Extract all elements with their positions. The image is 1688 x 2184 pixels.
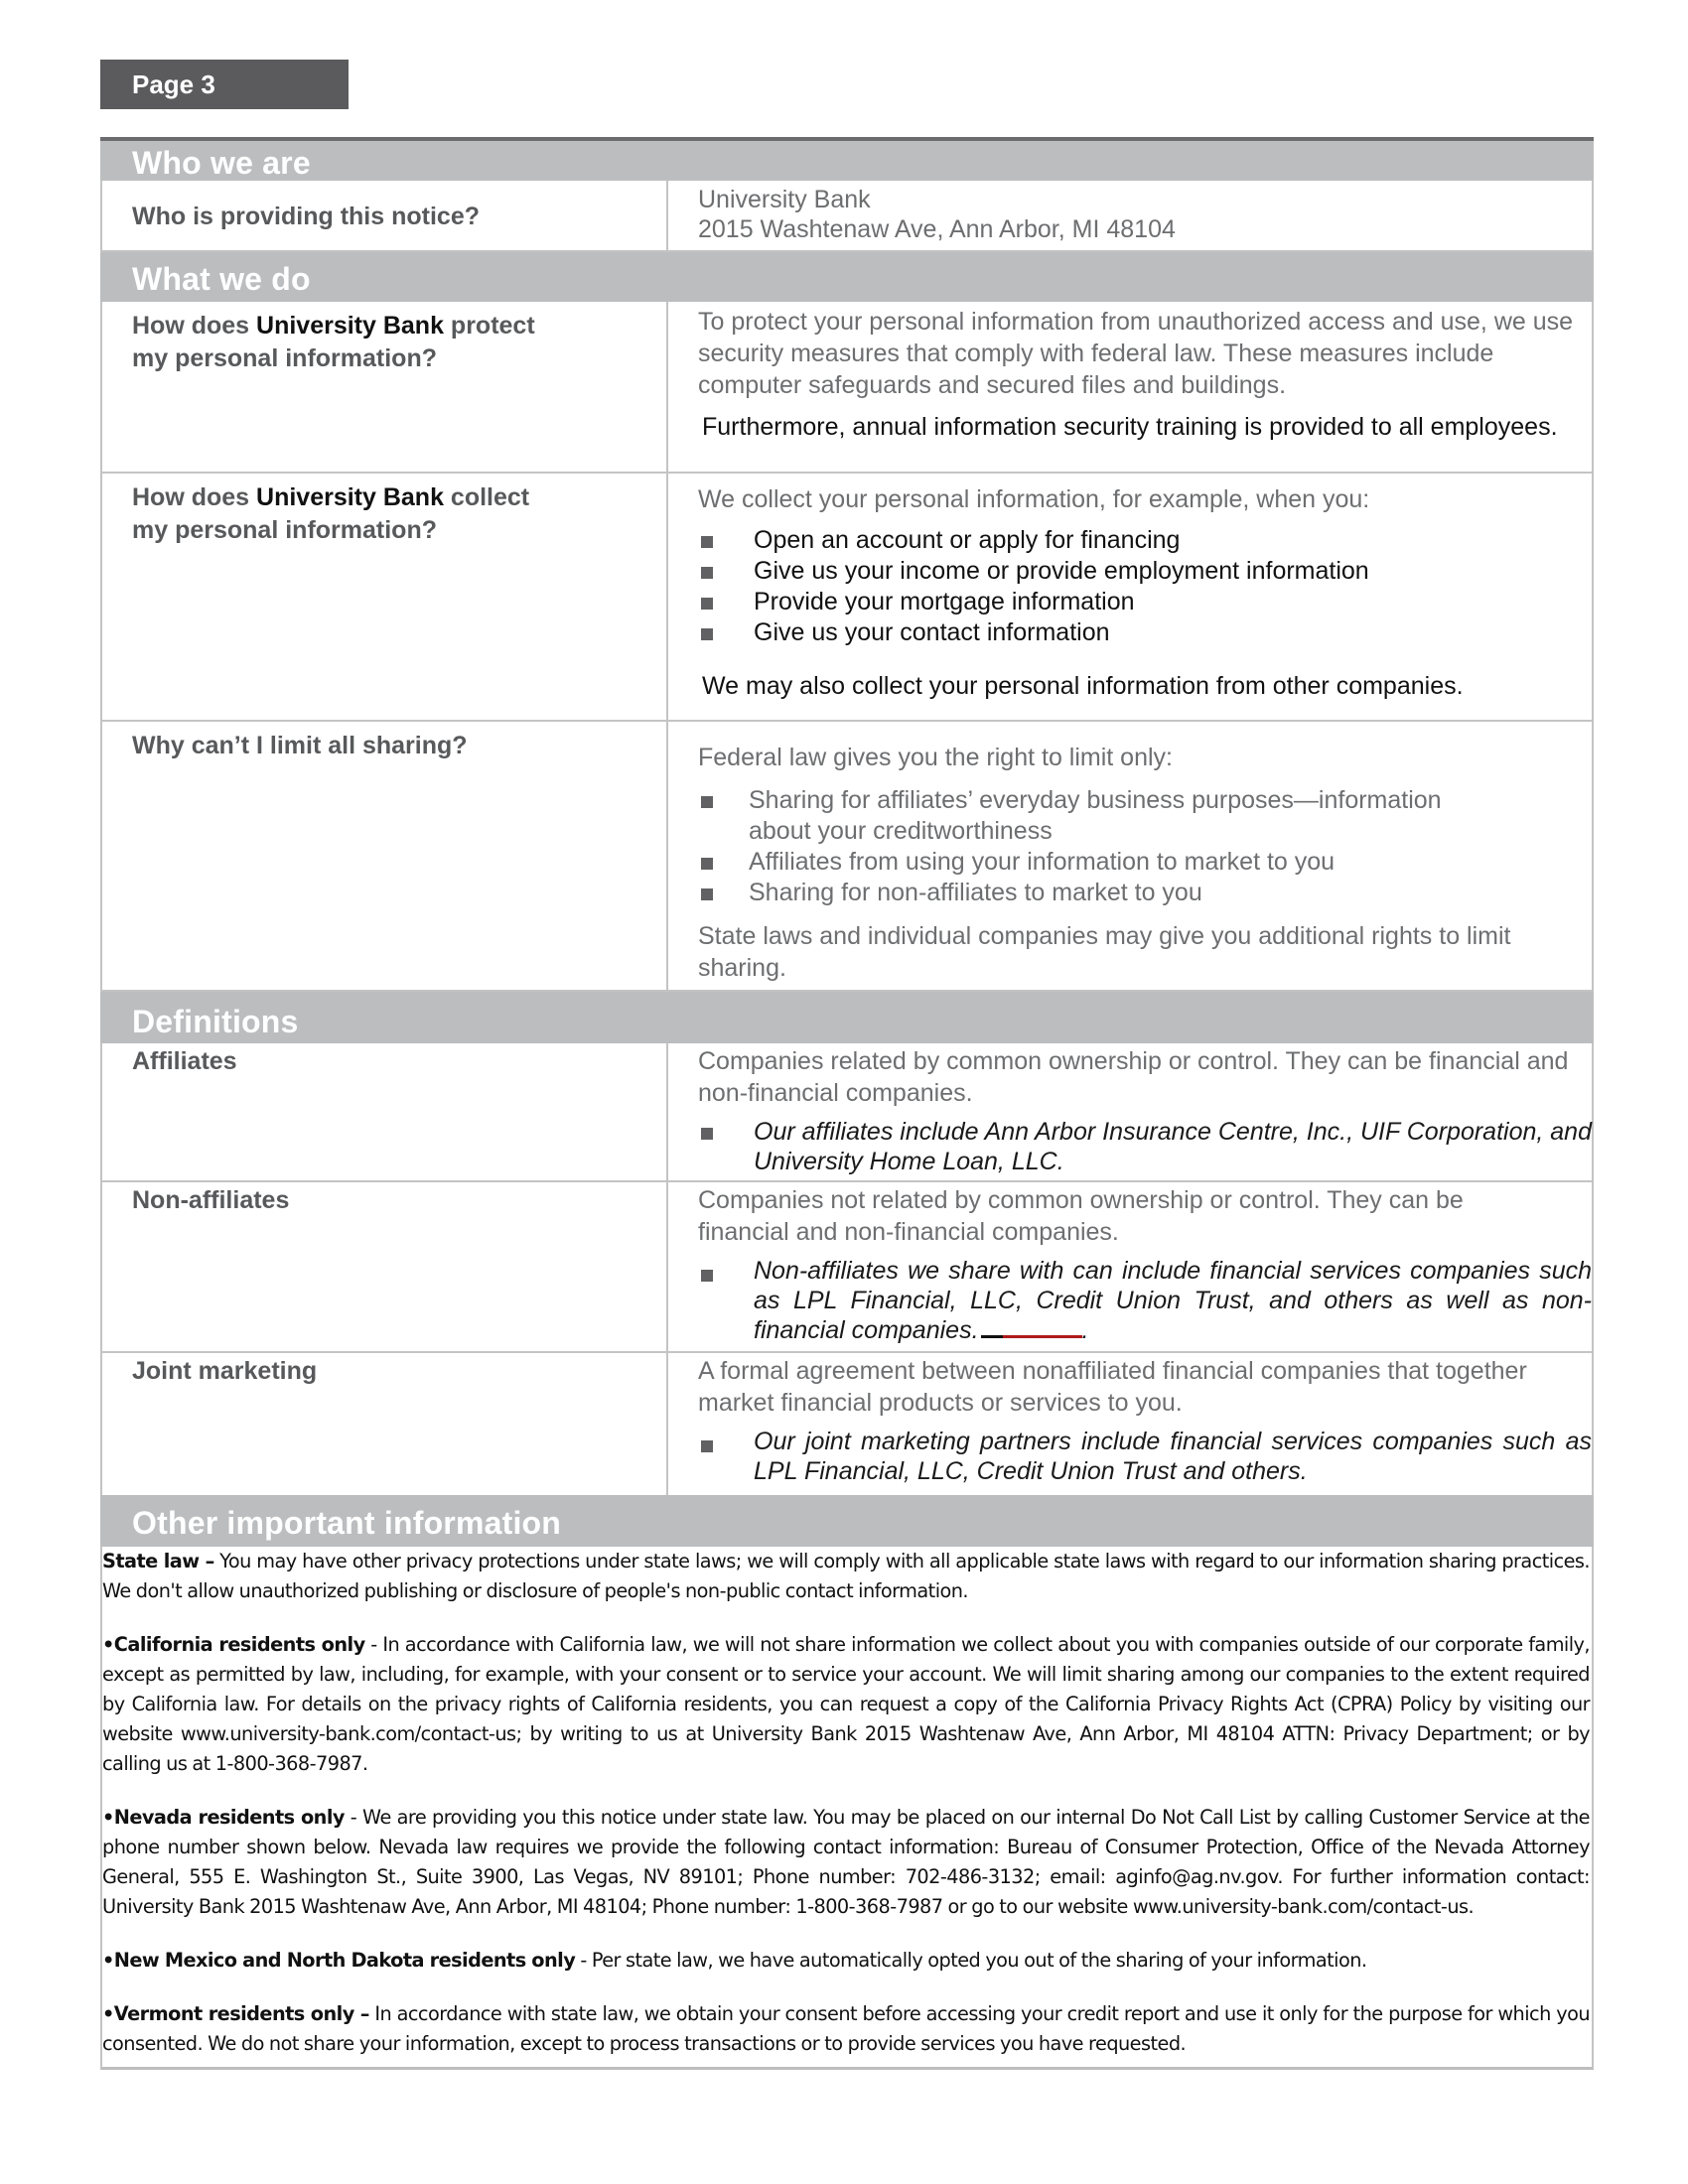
section-header-what-we-do: What we do <box>100 252 1594 302</box>
collect-list <box>698 525 1592 648</box>
brand-name: University Bank <box>256 312 444 340</box>
answer-limit-sharing <box>668 722 1592 990</box>
section-header-definitions: Definitions <box>100 992 1594 1043</box>
square-bullet-icon <box>701 536 713 548</box>
paragraph-vermont: •Vermont residents only – In accordance with state law, we obtain your consent before accessing your credit report and use it only for the purpose for which you consented. We do not share your information, except to process transactions or to provide services you have requested. <box>102 2002 1590 2055</box>
question-text: How does <box>132 483 257 511</box>
other-info-body <box>100 1547 1594 2070</box>
square-bullet-icon <box>701 858 713 870</box>
list-item: Sharing for affiliates’ everyday business purposes—information about your creditworthiness <box>698 785 1492 847</box>
term-non-affiliates: Non-affiliates <box>102 1182 668 1351</box>
definition-joint-marketing <box>668 1353 1592 1495</box>
paragraph-nevada: •Nevada residents only - We are providing you this notice under state law. You may be placed on our internal Do Not Call List by calling Customer Service at the phone number shown below. Nevada law requires we provide the following contact information: Bureau of Consumer Protection, Office of the Nevada Attorney General, 555 E. Washington St., Suite 3900, Las Vegas, NV 89101; Phone number: 702-486-3132; email: aginfo@ag.nv.gov. For further information contact: University Bank 2015 Washtenaw Ave, Ann Arbor, MI 48104; Phone number: 1-800-368-7987 or go to our website www.university-bank.com/contact-us. <box>102 1806 1590 1918</box>
square-bullet-icon <box>701 567 713 579</box>
square-bullet-icon <box>701 1440 713 1452</box>
affiliates-definition: Companies related by common ownership or control. They can be financial and non-financial companies. <box>698 1047 1569 1107</box>
question-protect <box>102 302 668 472</box>
protect-paragraph: To protect your personal information from unauthorized access and use, we use security measures that comply with federal law. These measures include computer safeguards and secured files and buildings. <box>698 308 1574 399</box>
limit-intro: Federal law gives you the right to limit only: <box>698 744 1173 771</box>
list-item: Our joint marketing partners include financial services companies such as LPL Financial, LLC, Credit Union Trust and others. <box>698 1427 1592 1486</box>
row-limit-sharing <box>100 722 1594 992</box>
list-item: Provide your mortgage information <box>698 587 1592 617</box>
question-collect <box>102 474 668 720</box>
list-item: Open an account or apply for financing <box>698 525 1592 556</box>
limit-outro: State laws and individual companies may give you additional rights to limit sharing. <box>698 922 1511 982</box>
row-joint-marketing <box>100 1353 1594 1495</box>
paragraph-new-mexico-north-dakota: •New Mexico and North Dakota residents only - Per state law, we have automatically opted you out of the sharing of your information. <box>102 1949 1367 1972</box>
paragraph-state-law: State law – You may have other privacy protections under state laws; we will comply with all applicable state laws with regard to our information sharing practices. We don't allow unauthorized publishing or disclosure of people's non-public contact information. <box>102 1550 1591 1602</box>
section-header-who-we-are: Who we are <box>100 141 1594 181</box>
question-limit-sharing: Why can’t I limit all sharing? <box>102 722 668 990</box>
joint-marketing-definition: A formal agreement between nonaffiliated financial companies that together market financial products or services to you. <box>698 1357 1527 1417</box>
privacy-notice-table <box>100 137 1594 2070</box>
provider-name: University Bank <box>698 186 871 213</box>
row-affiliates <box>100 1043 1594 1182</box>
answer-who-is-providing <box>668 181 1592 250</box>
term-joint-marketing: Joint marketing <box>102 1353 668 1495</box>
question-text: protect <box>443 312 535 340</box>
term-affiliates: Affiliates <box>102 1043 668 1180</box>
row-protect <box>100 302 1594 474</box>
square-bullet-icon <box>701 628 713 640</box>
collect-intro: We collect your personal information, for example, when you: <box>698 485 1370 513</box>
question-who-is-providing: Who is providing this notice? <box>102 181 668 250</box>
list-item: Give us your contact information <box>698 617 1592 648</box>
joint-marketing-example-list <box>698 1427 1592 1486</box>
paragraph-california: •California residents only - In accordance with California law, we will not share information we collect about you with companies outside of our corporate family, except as permitted by law, including, for example, with your consent or to service your account. We will limit sharing among our companies to the extent required by California law. For details on the privacy rights of California residents, you can request a copy of the California Privacy Rights Act (CPRA) Policy by visiting our website www.university-bank.com/contact-us; by writing to us at University Bank 2015 Washtenaw Ave, Ann Arbor, MI 48104 ATTN: Privacy Department; or by calling us at 1-800-368-7987. <box>102 1633 1590 1775</box>
answer-protect <box>668 302 1592 472</box>
protect-training-note: Furthermore, annual information security training is provided to all employees. <box>702 413 1558 441</box>
square-bullet-icon <box>701 796 713 808</box>
blank-underline-red <box>1003 1333 1082 1338</box>
question-text: collect <box>443 483 530 511</box>
provider-address: 2015 Washtenaw Ave, Ann Arbor, MI 48104 <box>698 215 1176 243</box>
affiliates-example-list <box>698 1117 1592 1176</box>
question-text: my personal information? <box>132 516 437 544</box>
non-affiliates-example-list <box>698 1256 1592 1345</box>
section-header-other-info: Other important information <box>100 1495 1594 1547</box>
row-who-is-providing <box>100 181 1594 252</box>
brand-name: University Bank <box>256 483 444 511</box>
collect-outro: We may also collect your personal information from other companies. <box>702 672 1464 700</box>
list-item: Give us your income or provide employment information <box>698 556 1592 587</box>
non-affiliates-definition: Companies not related by common ownership or control. They can be financial and non-financial companies. <box>698 1186 1464 1246</box>
answer-collect <box>668 474 1592 720</box>
definition-non-affiliates <box>668 1182 1592 1351</box>
row-non-affiliates <box>100 1182 1594 1353</box>
list-item: Non-affiliates we share with can include financial services companies such as LPL Financial, LLC, Credit Union Trust, and others as well as non-financial companies. . <box>698 1256 1592 1345</box>
list-item: Sharing for non-affiliates to market to you <box>698 878 1492 908</box>
question-text: my personal information? <box>132 344 437 372</box>
list-item: Affiliates from using your information to market to you <box>698 847 1492 878</box>
limit-list <box>698 785 1592 908</box>
page-number-tab: Page 3 <box>100 60 349 109</box>
definition-affiliates <box>668 1043 1592 1180</box>
blank-underline <box>981 1335 1003 1338</box>
square-bullet-icon <box>701 888 713 900</box>
row-collect <box>100 474 1594 722</box>
list-item: Our affiliates include Ann Arbor Insurance Centre, Inc., UIF Corporation, and University Home Loan, LLC. <box>698 1117 1592 1176</box>
question-text: How does <box>132 312 257 340</box>
square-bullet-icon <box>701 1128 713 1140</box>
square-bullet-icon <box>701 598 713 610</box>
square-bullet-icon <box>701 1270 713 1282</box>
